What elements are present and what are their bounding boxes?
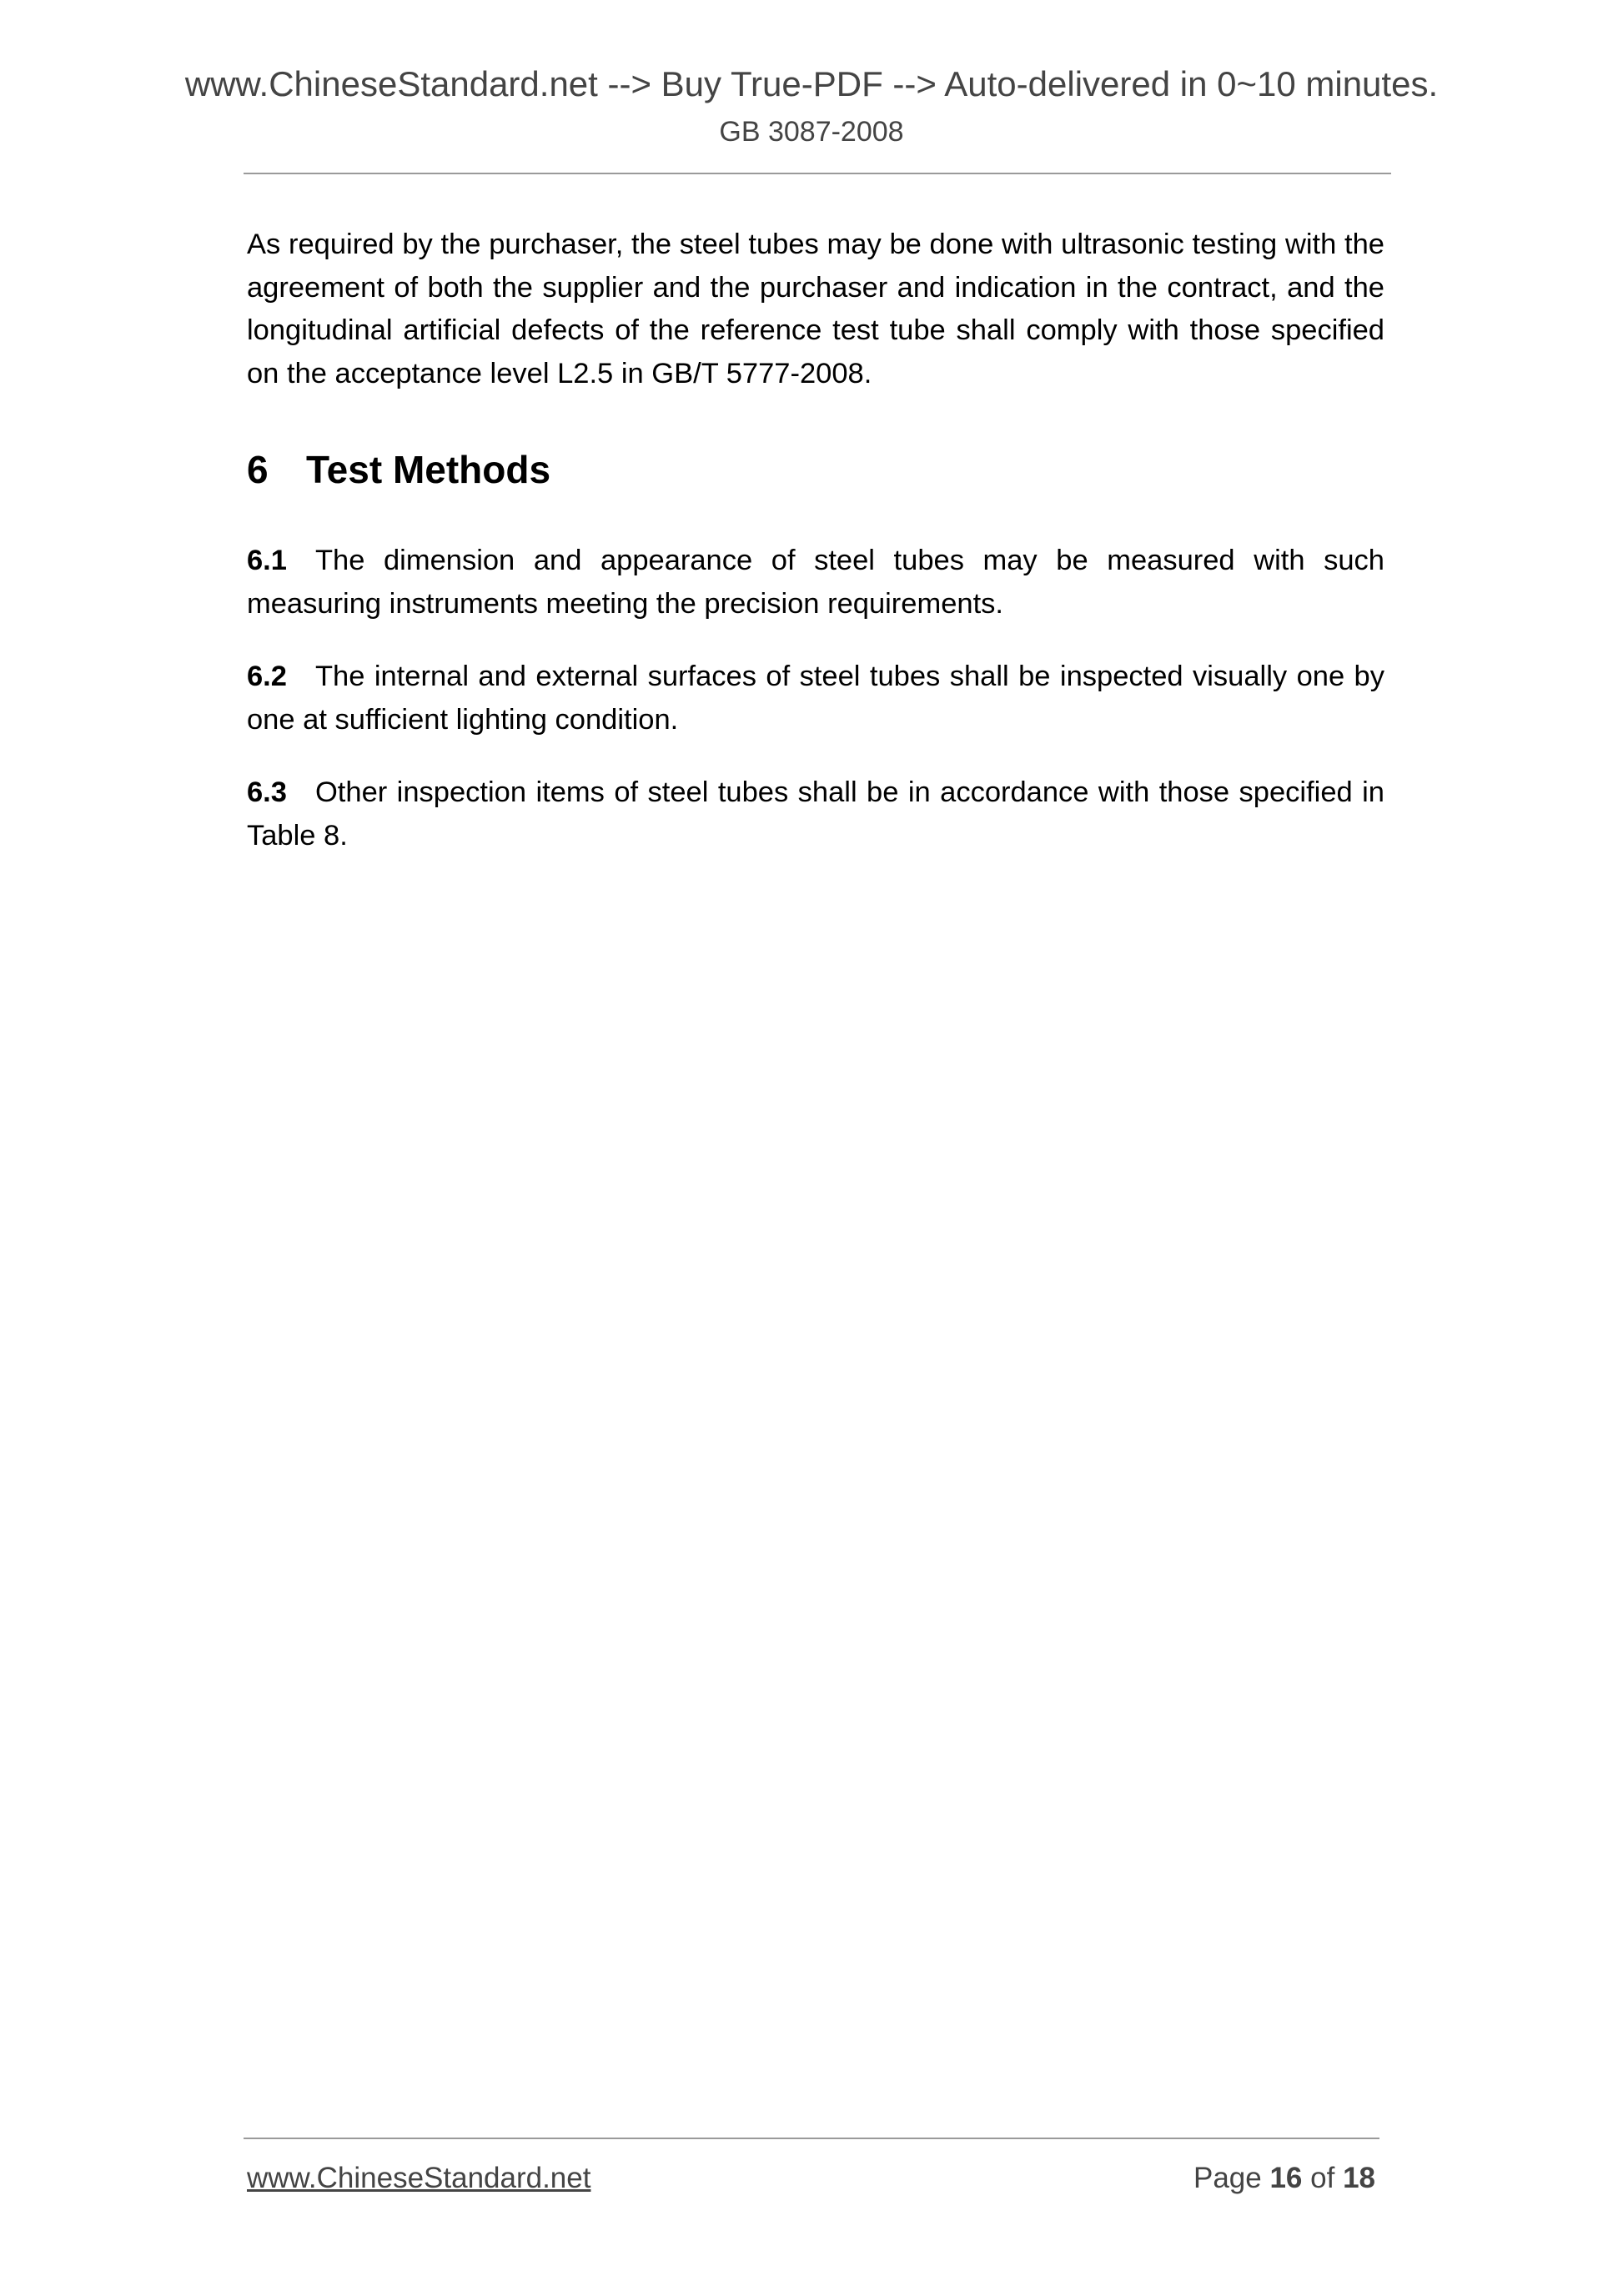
section-number: 6 xyxy=(247,448,269,491)
page-current: 16 xyxy=(1269,2162,1303,2194)
document-code: GB 3087-2008 xyxy=(719,116,904,148)
clause-number: 6.3 xyxy=(247,776,287,809)
section-title: Test Methods xyxy=(306,448,551,491)
header-banner: www.ChineseStandard.net --> Buy True-PDF --> Auto-delivered in 0~10 minutes. xyxy=(184,64,1439,103)
clause-6-1 xyxy=(247,540,1384,625)
clause-text: The dimension and appearance of steel tubes may be measured with such measuring instruments meeting the precision requirements. xyxy=(247,545,1384,620)
footer-divider xyxy=(244,2138,1379,2139)
clause-number: 6.1 xyxy=(247,545,287,577)
page-indicator xyxy=(1193,2162,1375,2195)
page-total: 18 xyxy=(1343,2162,1375,2194)
page-separator: of xyxy=(1310,2162,1335,2194)
section-heading xyxy=(247,447,1384,493)
clause-text: The internal and external surfaces of steel tubes shall be inspected visually one by one at sufficient lighting condition. xyxy=(247,661,1384,736)
clause-6-2 xyxy=(247,656,1384,741)
clause-number: 6.2 xyxy=(247,661,287,693)
intro-paragraph: As required by the purchaser, the steel tubes may be done with ultrasonic testing with the agreement of both the supplier and the purchaser and indication in the contract, and the longitudinal artificial defects of the reference test tube shall comply with those specified on the acceptance level L2.5 in GB/T 5777-2008. xyxy=(247,229,1384,389)
page-prefix: Page xyxy=(1193,2162,1262,2194)
clause-6-3 xyxy=(247,771,1384,857)
footer-website-link[interactable]: www.ChineseStandard.net xyxy=(247,2162,591,2194)
header-divider xyxy=(244,173,1391,174)
clause-text: Other inspection items of steel tubes shall be in accordance with those specified in Table 8. xyxy=(247,776,1384,852)
page-content xyxy=(247,224,1384,857)
